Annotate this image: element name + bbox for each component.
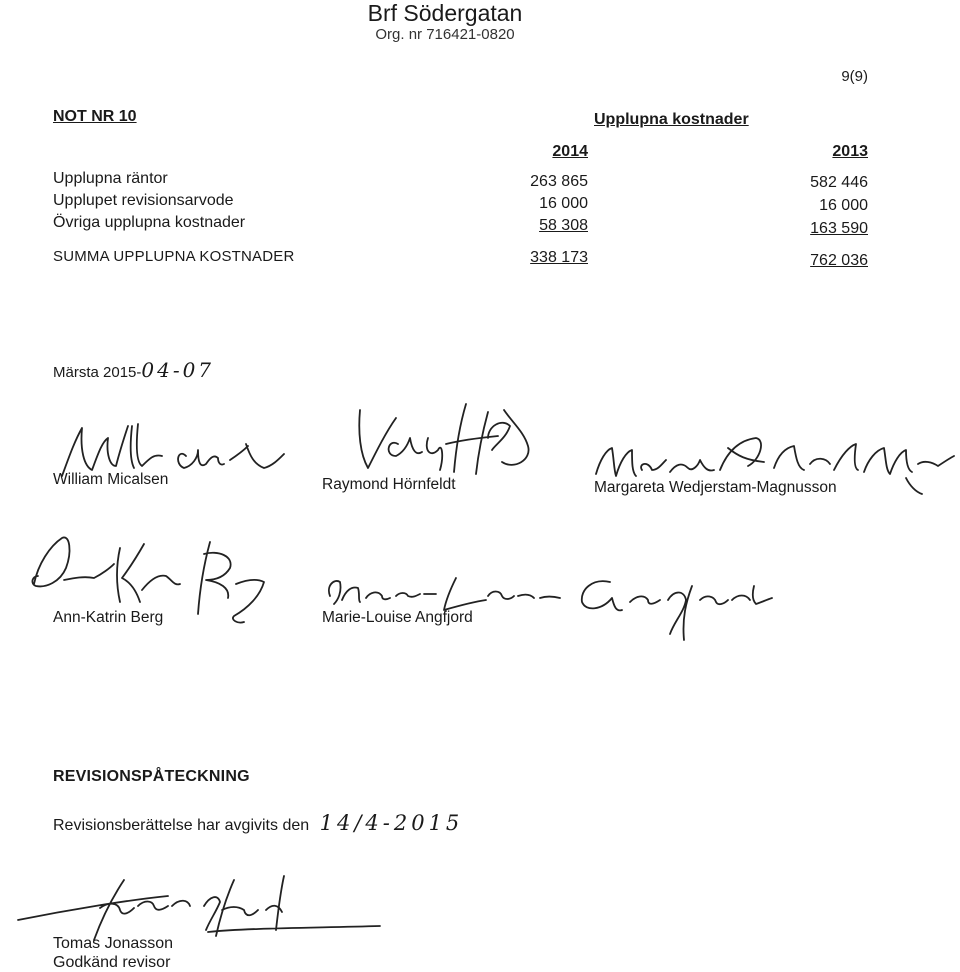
row-value-2014: 16 000 [539,195,588,212]
row-value-2014: 263 865 [530,173,588,190]
signatory-name: Raymond Hörnfeldt [322,476,456,493]
row-value-2013: 582 446 [810,174,868,191]
row-label: Upplupet revisionsarvode [53,192,234,209]
signatory-name: Marie-Louise Angfjord [322,609,473,626]
total-value-2013: 762 036 [810,252,868,269]
total-value-2014: 338 173 [530,249,588,266]
auditor-role: Godkänd revisor [53,954,171,971]
revision-statement [53,811,463,835]
row-label: Övriga upplupna kostnader [53,214,246,231]
note-number: NOT NR 10 [53,108,137,125]
signatory-name: Margareta Wedjerstam-Magnusson [594,479,837,496]
signature-marie-louise-angfjord [320,560,790,656]
signature-raymond-hornfeldt [338,398,538,480]
year-2013-header: 2013 [832,143,868,160]
auditor-name: Tomas Jonasson [53,935,174,952]
row-value-2014: 58 308 [539,217,588,234]
org-number: Org. nr 716421-0820 [375,26,515,43]
page-number: 9(9) [841,68,868,85]
signatory-name: William Micalsen [53,471,169,488]
revision-handwritten-date: 14/4-2015 [319,811,464,835]
row-label: Upplupna räntor [53,170,168,187]
row-value-2013: 163 590 [810,220,868,237]
place-date [53,358,214,382]
total-label: SUMMA UPPLUPNA KOSTNADER [53,248,295,265]
revision-text: Revisionsberättelse har avgivits den [53,817,310,834]
revision-heading: REVISIONSPÅTECKNING [53,768,250,785]
company-name: Brf Södergatan [367,0,523,26]
signatory-name: Ann-Katrin Berg [53,609,164,626]
note-title: Upplupna kostnader [594,111,749,128]
year-2014-header: 2014 [552,143,588,160]
place-date-printed: Märsta 2015- [53,364,142,381]
row-value-2013: 16 000 [819,197,868,214]
place-date-handwritten: 04-07 [141,358,215,382]
